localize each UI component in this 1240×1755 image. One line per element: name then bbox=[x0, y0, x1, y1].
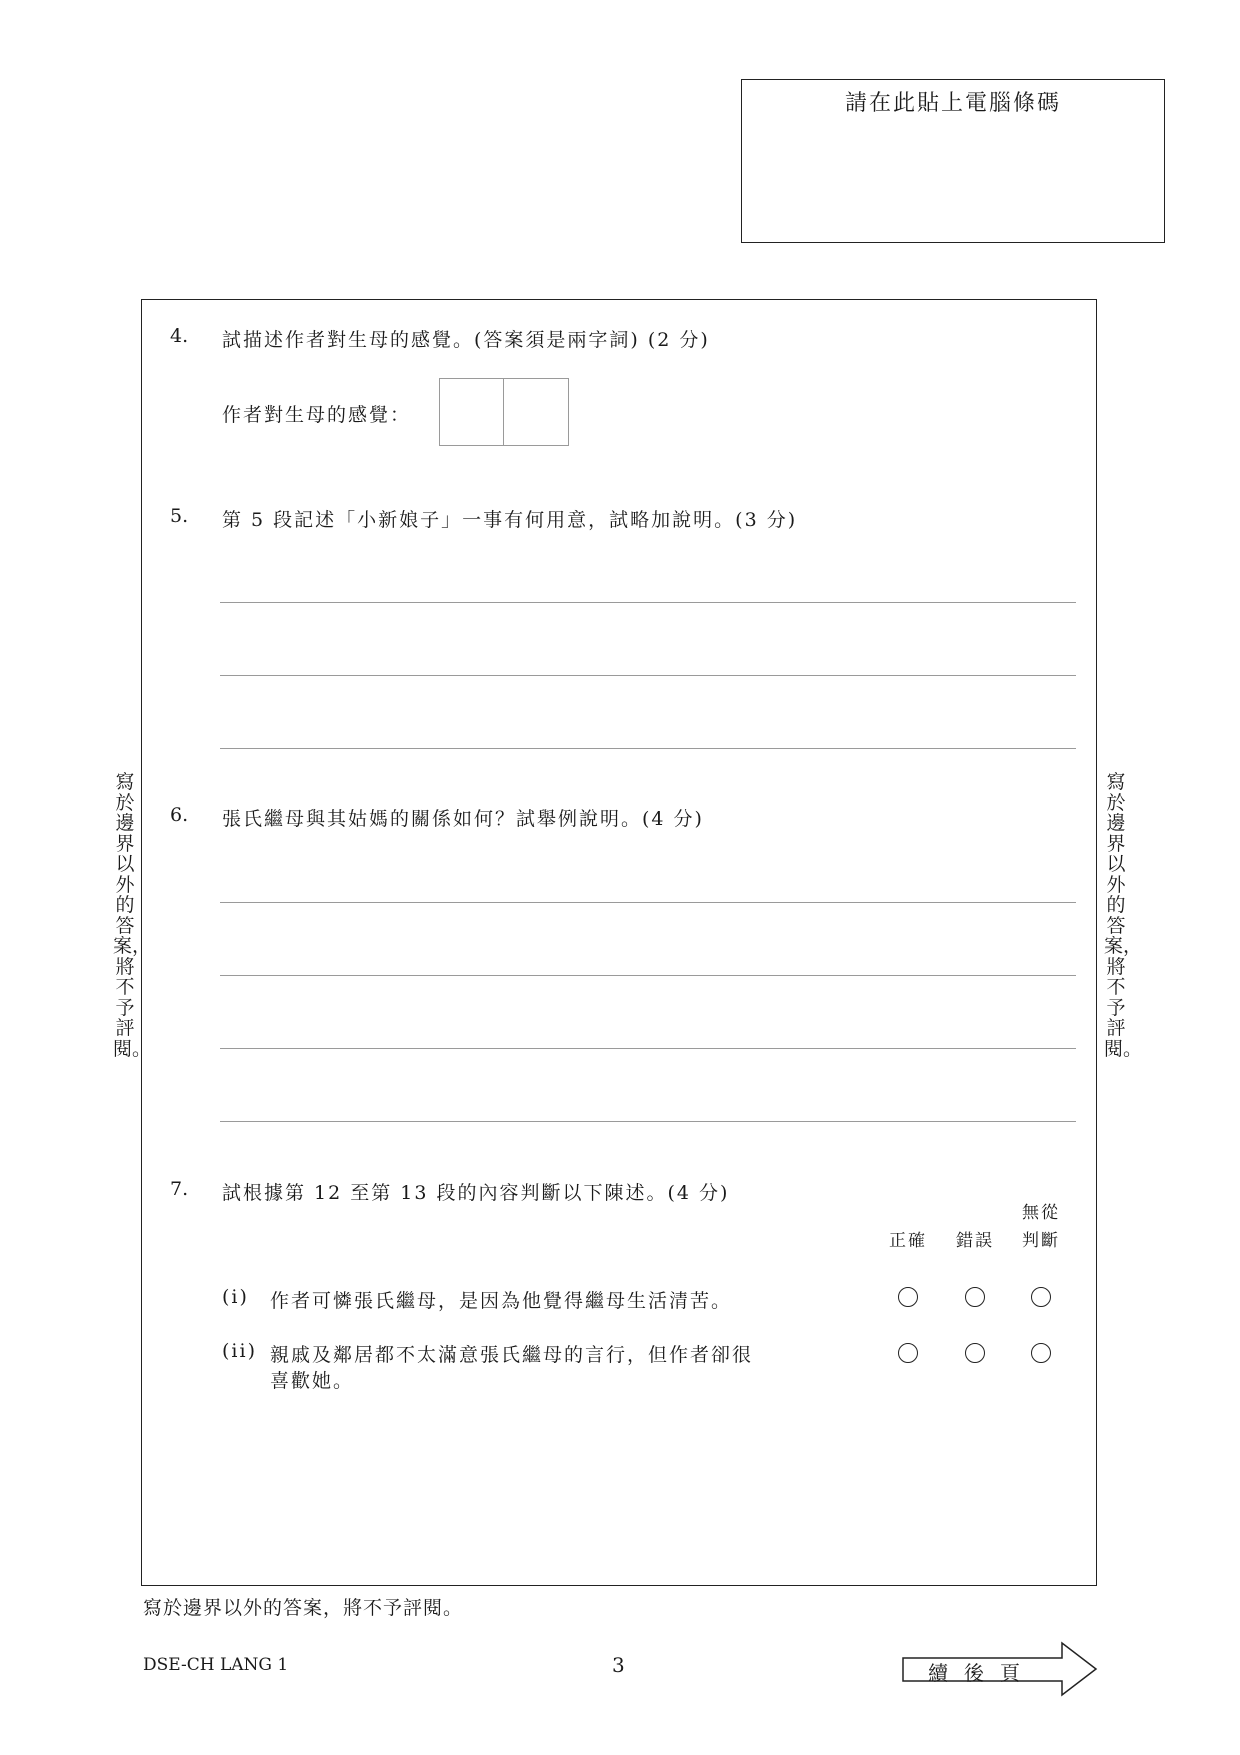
paper-code: DSE-CH LANG 1 bbox=[143, 1655, 289, 1675]
footer-note: 寫於邊界以外的答案，將不予評閱。 bbox=[143, 1597, 464, 1619]
option-header-correct: 正確 bbox=[889, 1231, 927, 1251]
q5-text: 第 5 段記述「小新娘子」一事有何用意，試略加說明。(3 分) bbox=[222, 509, 798, 531]
statement-i-undecidable-radio[interactable] bbox=[1031, 1287, 1051, 1307]
statement-i-text: 作者可憐張氏繼母，是因為他覺得繼母生活清苦。 bbox=[270, 1290, 733, 1312]
option-header-wrong: 錯誤 bbox=[956, 1231, 994, 1251]
q4-answer-cell-2[interactable] bbox=[504, 378, 569, 446]
statement-i-label: (i) bbox=[222, 1286, 249, 1308]
continue-label: 續後頁 bbox=[928, 1661, 1036, 1685]
statement-i-wrong-radio[interactable] bbox=[965, 1287, 985, 1307]
q6-text: 張氏繼母與其姑媽的關係如何？試舉例說明。(4 分) bbox=[222, 808, 704, 830]
statement-i-correct-radio[interactable] bbox=[898, 1287, 918, 1307]
q4-prompt: 作者對生母的感覺： bbox=[222, 404, 412, 426]
option-header-undecidable-line1: 無從 bbox=[1022, 1203, 1060, 1223]
q4-text: 試描述作者對生母的感覺。(答案須是兩字詞) (2 分) bbox=[222, 329, 710, 351]
q5-answer-line-2[interactable] bbox=[220, 675, 1076, 676]
statement-ii-text-line1: 親戚及鄰居都不太滿意張氏繼母的言行，但作者卻很 bbox=[270, 1344, 754, 1366]
q6-answer-line-1[interactable] bbox=[220, 902, 1076, 903]
statement-ii-text-line2: 喜歡她。 bbox=[270, 1370, 355, 1392]
barcode-label: 請在此貼上電腦條碼 bbox=[844, 91, 1061, 116]
barcode-box bbox=[741, 79, 1165, 243]
q7-text: 試根據第 12 至第 13 段的內容判斷以下陳述。(4 分) bbox=[222, 1182, 730, 1204]
continue-arrow bbox=[902, 1641, 1098, 1697]
q4-answer-boxes bbox=[439, 378, 569, 446]
statement-ii-label: (ii) bbox=[222, 1340, 257, 1362]
statement-ii-correct-radio[interactable] bbox=[898, 1343, 918, 1363]
q7-number: 7. bbox=[170, 1178, 189, 1200]
side-note-left: 寫於邊界以外的答案，將不予評閱。 bbox=[113, 771, 152, 1060]
q5-answer-line-3[interactable] bbox=[220, 748, 1076, 749]
q6-answer-line-2[interactable] bbox=[220, 975, 1076, 976]
q4-answer-cell-1[interactable] bbox=[439, 378, 504, 446]
side-note-right: 寫於邊界以外的答案，將不予評閱。 bbox=[1104, 771, 1143, 1060]
page-number: 3 bbox=[612, 1653, 625, 1677]
q6-answer-line-4[interactable] bbox=[220, 1121, 1076, 1122]
q5-answer-line-1[interactable] bbox=[220, 602, 1076, 603]
statement-ii-undecidable-radio[interactable] bbox=[1031, 1343, 1051, 1363]
option-header-undecidable-line2: 判斷 bbox=[1022, 1231, 1060, 1251]
q6-answer-line-3[interactable] bbox=[220, 1048, 1076, 1049]
q5-number: 5. bbox=[170, 505, 189, 527]
q4-number: 4. bbox=[170, 325, 189, 347]
statement-ii-wrong-radio[interactable] bbox=[965, 1343, 985, 1363]
q6-number: 6. bbox=[170, 804, 189, 826]
